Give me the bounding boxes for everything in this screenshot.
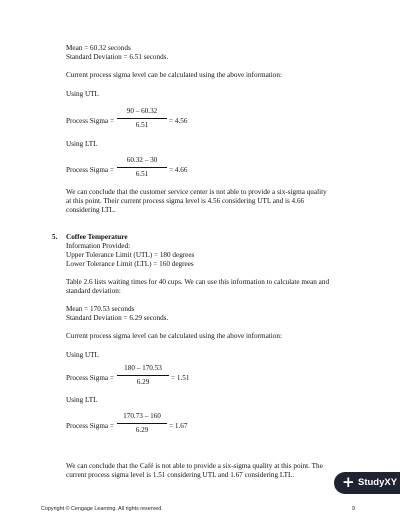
intro-line: Current process sigma level can be calculated using the above information: [66,332,282,340]
fraction [117,156,167,182]
intro-line: Current process sigma level can be calculated using the above information: [66,71,282,79]
formula-result: = 1.67 [169,422,188,430]
numerator: 60.32 – 30 [126,156,158,164]
conclusion-line: We can conclude that the Café is not able to provide a six-sigma quality at this point. The [66,462,323,470]
plus-icon: + [342,473,355,491]
using-utl-label: Using UTL [66,351,99,359]
fraction [117,364,169,390]
fraction-bar [117,423,167,424]
formula-label: Process Sigma = [66,117,114,125]
numerator: 170.73 – 160 [123,412,161,420]
denominator: 6.29 [136,378,150,386]
denominator: 6.51 [135,121,149,129]
formula-result: = 4.66 [169,166,188,174]
fraction-bar [117,375,169,376]
footer-copyright: Copyright © Cengage Learning. All rights reserved. [41,506,163,512]
numerator: 90 – 60.32 [126,107,158,115]
table-note-line: standard deviation: [66,287,121,295]
formula-result: = 4.56 [169,117,188,125]
using-ltl-label: Using LTL [66,140,98,148]
mean-line: Mean = 170.53 seconds [66,305,135,313]
studyxy-badge[interactable] [334,472,400,494]
fraction-bar [117,118,167,119]
conclusion-line: We can conclude that the customer service center is not able to provide a six-sigma quality [66,188,327,196]
std-line: Standard Deviation = 6.51 seconds. [66,53,169,61]
section-number: 5. [52,233,58,241]
section-heading: Coffee Temperature [66,233,128,241]
conclusion-line: current process sigma level is 1.51 considering UTL and 1.67 considering LTL. [66,471,295,479]
fraction [117,107,167,133]
fraction-bar [117,167,167,168]
conclusion-line: considering LTL. [66,206,116,214]
using-utl-label: Using UTL [66,90,99,98]
ltl-line: Lower Tolerance Limit (LTL) = 160 degrees [66,260,194,268]
formula-label: Process Sigma = [66,374,114,382]
table-note-line: Table 2.6 lists waiting times for 40 cups. We can use this information to calculate mean and [66,278,330,286]
mean-line: Mean = 60.32 seconds [66,44,131,52]
std-line: Standard Deviation = 6.29 seconds. [66,314,169,322]
denominator: 6.51 [135,170,149,178]
badge-label: StudyXY [358,477,398,488]
using-ltl-label: Using LTL [66,396,98,404]
denominator: 6.29 [135,426,149,434]
formula-label: Process Sigma = [66,166,114,174]
fraction [117,412,167,438]
numerator: 180 – 170.53 [124,364,162,372]
info-line: Information Provided: [66,242,131,250]
formula-label: Process Sigma = [66,422,114,430]
conclusion-line: at this point. Their current process sigma level is 4.56 considering UTL and is 4.66 [66,197,305,205]
page-number: 9 [352,506,355,512]
formula-result: = 1.51 [171,374,190,382]
utl-line: Upper Tolerance Limit (UTL) = 180 degrees [66,251,195,259]
